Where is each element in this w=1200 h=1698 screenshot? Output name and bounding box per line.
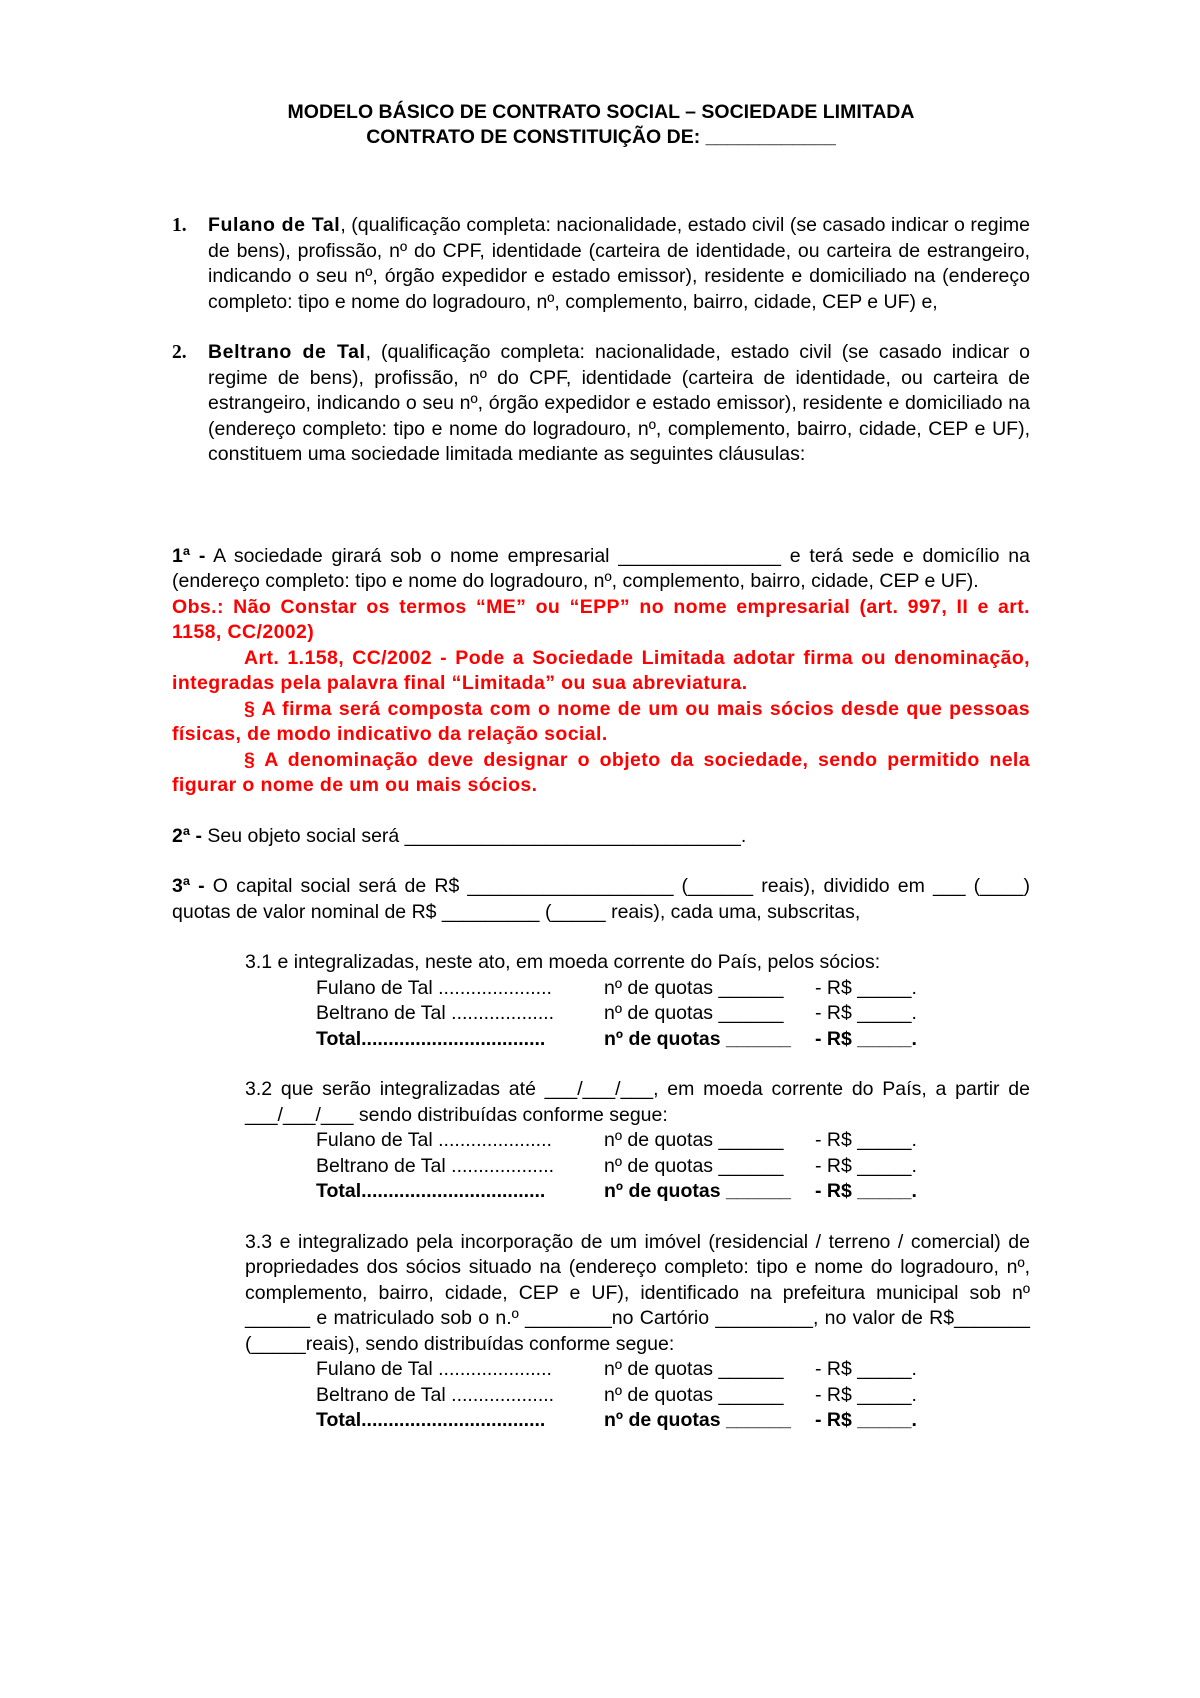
quota-row [172, 976, 1030, 1002]
quota-count: nº de quotas ______ [604, 1002, 784, 1024]
total-quota-value: - R$ _____. [815, 1180, 917, 1202]
subclause-3-3: 3.3 e integralizado pela incorporação de um imóvel (residencial / terreno / comercial) de propriedades dos sócios situado na (endereço completo: tipo e nome do logradouro, nº, complemento, bairro, cidade, CEP e UF), identificado na prefeitura municipal sob nº ______ e matriculado sob o n.º ________no Cartório _________, no valor de R$_______ (_____reais), sendo distribuídas conforme segue: [245, 1230, 1030, 1355]
quota-total-row [172, 1027, 1030, 1053]
document-subtitle: CONTRATO DE CONSTITUIÇÃO DE: ____________ [366, 126, 836, 148]
clause-1-paragraph-1: § A firma será composta com o nome de um ou mais sócios desde que pessoas físicas, de modo indicativo da relação social. [172, 697, 1030, 745]
subclause-3-1: 3.1 e integralizadas, neste ato, em moeda corrente do País, pelos sócios: [245, 951, 881, 973]
partner-label: Fulano de Tal ..................... [316, 1358, 552, 1380]
quota-count: nº de quotas ______ [604, 1129, 784, 1151]
quota-row [172, 1001, 1030, 1027]
clause-2 [172, 824, 1030, 850]
total-quota-count: nº de quotas ______ [604, 1409, 792, 1431]
quota-row [172, 1154, 1030, 1180]
quota-count: nº de quotas ______ [604, 1154, 784, 1177]
partner-label: Fulano de Tal ..................... [316, 976, 552, 999]
quota-total-row [172, 1408, 1030, 1434]
quota-count: nº de quotas ______ [604, 1383, 784, 1406]
total-label: Total.................................. [316, 1027, 546, 1050]
clause-1-text: A sociedade girará sob o nome empresarial _______________ e terá sede e domicílio na (endereço completo: tipo e nome do logradouro, nº, complemento, bairro, cidade, CEP e UF). [172, 544, 1030, 592]
clause-1 [172, 544, 1030, 595]
party-2-name: Beltrano de Tal [208, 341, 366, 363]
total-label: Total.................................. [316, 1409, 546, 1431]
quota-row [172, 1383, 1030, 1409]
clause-1-obs: Obs.: Não Constar os termos “ME” ou “EPP” no nome empresarial (art. 997, II e art. 1158, CC/2002) [172, 595, 1030, 643]
party-2-text: , (qualificação completa: nacionalidade, estado civil (se casado indicar o regime de bens), profissão, nº do CPF, identidade (carteira de identidade, ou carteira de estrangeiro, indicando o seu nº, órgão expedidor e estado emissor), residente e domiciliado na (endereço completo: tipo e nome do logradouro, nº, complemento, bairro, cidade, CEP e UF), constituem uma sociedade limitada mediante as seguintes cláusulas: [208, 341, 1030, 465]
clause-2-number: 2ª - [172, 824, 202, 847]
clause-2-text: Seu objeto social será _______________________________. [201, 824, 747, 847]
quota-value: - R$ _____. [815, 1383, 917, 1406]
clause-3-number: 3ª - [172, 875, 205, 897]
quota-count: nº de quotas ______ [604, 976, 784, 999]
total-quota-count: nº de quotas ______ [604, 1027, 792, 1050]
total-quota-value: - R$ _____. [815, 1409, 917, 1431]
party-2 [172, 340, 1030, 468]
quota-total-row [172, 1179, 1030, 1205]
clause-1-number: 1ª - [172, 544, 206, 567]
document-page [172, 100, 1030, 1434]
clause-3 [172, 874, 1030, 925]
total-quota-count: nº de quotas ______ [604, 1180, 792, 1202]
document-title: MODELO BÁSICO DE CONTRATO SOCIAL – SOCIEDADE LIMITADA [287, 101, 915, 123]
partner-label: Beltrano de Tal ................... [316, 1383, 555, 1406]
partner-label: Beltrano de Tal ................... [316, 1154, 555, 1177]
party-1-name: Fulano de Tal [208, 214, 341, 236]
quota-row [172, 1128, 1030, 1154]
partner-label: Fulano de Tal ..................... [316, 1129, 552, 1151]
total-label: Total.................................. [316, 1180, 546, 1202]
party-2-number: 2. [172, 342, 187, 363]
party-1-text: , (qualificação completa: nacionalidade, estado civil (se casado indicar o regime de bens), profissão, nº do CPF, identidade (carteira de identidade, ou carteira de estrangeiro, indicando o seu nº, órgão expedidor e estado emissor), residente e domiciliado na (endereço completo: tipo e nome do logradouro, nº, complemento, bairro, cidade, CEP e UF) e, [208, 214, 1030, 313]
quota-value: - R$ _____. [815, 1154, 917, 1177]
quota-count: nº de quotas ______ [604, 1358, 784, 1380]
total-quota-value: - R$ _____. [815, 1027, 917, 1050]
party-1-number: 1. [172, 215, 187, 236]
quota-value: - R$ _____. [815, 1129, 917, 1151]
subclause-3-2: 3.2 que serão integralizadas até ___/___/___, em moeda corrente do País, a partir de ___/___/___ sendo distribuídas conforme segue: [245, 1078, 1030, 1126]
clause-1-article: Art. 1.158, CC/2002 - Pode a Sociedade Limitada adotar firma ou denominação, integradas pela palavra final “Limitada” ou sua abreviatura. [172, 646, 1030, 694]
party-1 [172, 213, 1030, 315]
quota-row [172, 1357, 1030, 1383]
partner-label: Beltrano de Tal ................... [316, 1002, 555, 1024]
quota-value: - R$ _____. [815, 976, 917, 999]
clause-1-paragraph-2: § A denominação deve designar o objeto da sociedade, sendo permitido nela figurar o nome de um ou mais sócios. [172, 748, 1030, 796]
clause-3-text: O capital social será de R$ ___________________ (______ reais), dividido em ___ (____) quotas de valor nominal de R$ _________ (_____ reais), cada uma, subscritas, [172, 875, 1030, 923]
quota-value: - R$ _____. [815, 1002, 917, 1024]
quota-value: - R$ _____. [815, 1358, 917, 1380]
